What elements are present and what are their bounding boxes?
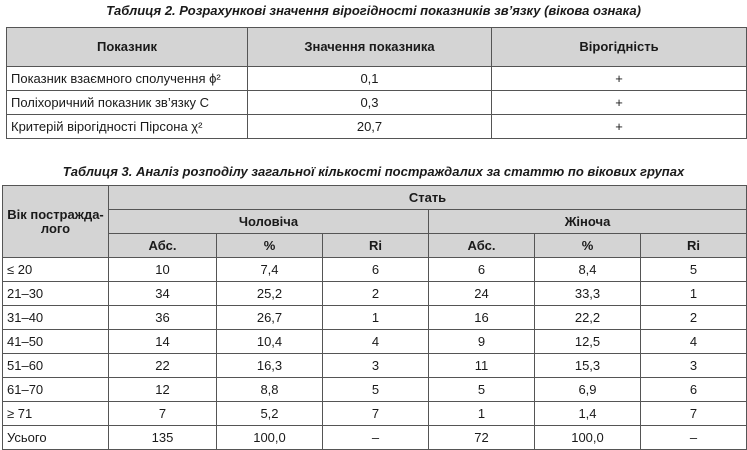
header-female: Жіноча	[429, 210, 747, 234]
male-abs: 22	[109, 354, 217, 378]
male-abs: 14	[109, 330, 217, 354]
header-male-abs: Абс.	[109, 234, 217, 258]
age-group: 61–70	[3, 378, 109, 402]
coupling-indicators-table	[6, 27, 747, 139]
female-percent: 22,2	[535, 306, 641, 330]
header-indicator: Показник	[7, 28, 248, 67]
female-ri: 6	[641, 378, 747, 402]
female-abs: 5	[429, 378, 535, 402]
table-row	[3, 282, 747, 306]
header-male-ri: Ri	[323, 234, 429, 258]
table-row	[7, 115, 747, 139]
table-header-row	[7, 28, 747, 67]
age-group: ≤ 20	[3, 258, 109, 282]
age-group: 41–50	[3, 330, 109, 354]
victims-by-sex-age-table	[2, 185, 747, 450]
male-percent: 25,2	[217, 282, 323, 306]
female-ri: 4	[641, 330, 747, 354]
table-header-row	[3, 210, 747, 234]
table-row	[7, 91, 747, 115]
table-row	[3, 330, 747, 354]
female-ri: 7	[641, 402, 747, 426]
indicator-reliability: +	[492, 115, 747, 139]
male-percent: 16,3	[217, 354, 323, 378]
male-percent: 26,7	[217, 306, 323, 330]
male-percent: 100,0	[217, 426, 323, 450]
table-row	[3, 378, 747, 402]
indicator-value: 0,3	[248, 91, 492, 115]
male-ri: 4	[323, 330, 429, 354]
indicator-reliability: +	[492, 67, 747, 91]
male-percent: 7,4	[217, 258, 323, 282]
female-ri: –	[641, 426, 747, 450]
female-abs: 9	[429, 330, 535, 354]
header-reliability: Вірогідність	[492, 28, 747, 67]
header-age: Вік постражда-лого	[3, 186, 109, 258]
header-female-abs: Абс.	[429, 234, 535, 258]
female-ri: 2	[641, 306, 747, 330]
male-abs: 34	[109, 282, 217, 306]
female-ri: 3	[641, 354, 747, 378]
table-row	[7, 67, 747, 91]
female-percent: 6,9	[535, 378, 641, 402]
male-abs: 36	[109, 306, 217, 330]
indicator-value: 0,1	[248, 67, 492, 91]
table-row	[3, 354, 747, 378]
female-abs: 6	[429, 258, 535, 282]
header-male-percent: %	[217, 234, 323, 258]
male-ri: 3	[323, 354, 429, 378]
female-abs: 11	[429, 354, 535, 378]
indicator-reliability: +	[492, 91, 747, 115]
header-value: Значення показника	[248, 28, 492, 67]
female-percent: 100,0	[535, 426, 641, 450]
indicator-name: Показник взаємного сполучення ϕ²	[7, 67, 248, 91]
header-male: Чоловіча	[109, 210, 429, 234]
age-group: 31–40	[3, 306, 109, 330]
male-ri: 1	[323, 306, 429, 330]
indicator-value: 20,7	[248, 115, 492, 139]
female-percent: 12,5	[535, 330, 641, 354]
female-percent: 15,3	[535, 354, 641, 378]
female-percent: 33,3	[535, 282, 641, 306]
header-female-ri: Ri	[641, 234, 747, 258]
table-row	[3, 426, 747, 450]
age-group: Усього	[3, 426, 109, 450]
male-percent: 8,8	[217, 378, 323, 402]
male-percent: 10,4	[217, 330, 323, 354]
male-percent: 5,2	[217, 402, 323, 426]
table-header-row	[3, 186, 747, 210]
table-row	[3, 306, 747, 330]
age-group: 21–30	[3, 282, 109, 306]
table2-caption: Таблиця 2. Розрахункові значення вірогідності показників зв’язку (вікова ознака)	[106, 3, 641, 18]
table-header-row	[3, 234, 747, 258]
female-percent: 1,4	[535, 402, 641, 426]
table3-caption: Таблиця 3. Аналіз розподілу загальної кількості постраждалих за статтю по вікових групах	[62, 164, 685, 179]
indicator-name: Критерій вірогідності Пірсона χ²	[7, 115, 248, 139]
male-abs: 7	[109, 402, 217, 426]
male-ri: 5	[323, 378, 429, 402]
table-row	[3, 402, 747, 426]
age-group: ≥ 71	[3, 402, 109, 426]
female-abs: 1	[429, 402, 535, 426]
male-abs: 12	[109, 378, 217, 402]
male-ri: 7	[323, 402, 429, 426]
female-abs: 72	[429, 426, 535, 450]
indicator-name: Поліхоричний показник зв’язку С	[7, 91, 248, 115]
table-row	[3, 258, 747, 282]
female-ri: 1	[641, 282, 747, 306]
male-abs: 135	[109, 426, 217, 450]
female-abs: 24	[429, 282, 535, 306]
header-sex: Стать	[109, 186, 747, 210]
male-abs: 10	[109, 258, 217, 282]
male-ri: 6	[323, 258, 429, 282]
header-female-percent: %	[535, 234, 641, 258]
male-ri: –	[323, 426, 429, 450]
female-abs: 16	[429, 306, 535, 330]
female-percent: 8,4	[535, 258, 641, 282]
female-ri: 5	[641, 258, 747, 282]
male-ri: 2	[323, 282, 429, 306]
age-group: 51–60	[3, 354, 109, 378]
